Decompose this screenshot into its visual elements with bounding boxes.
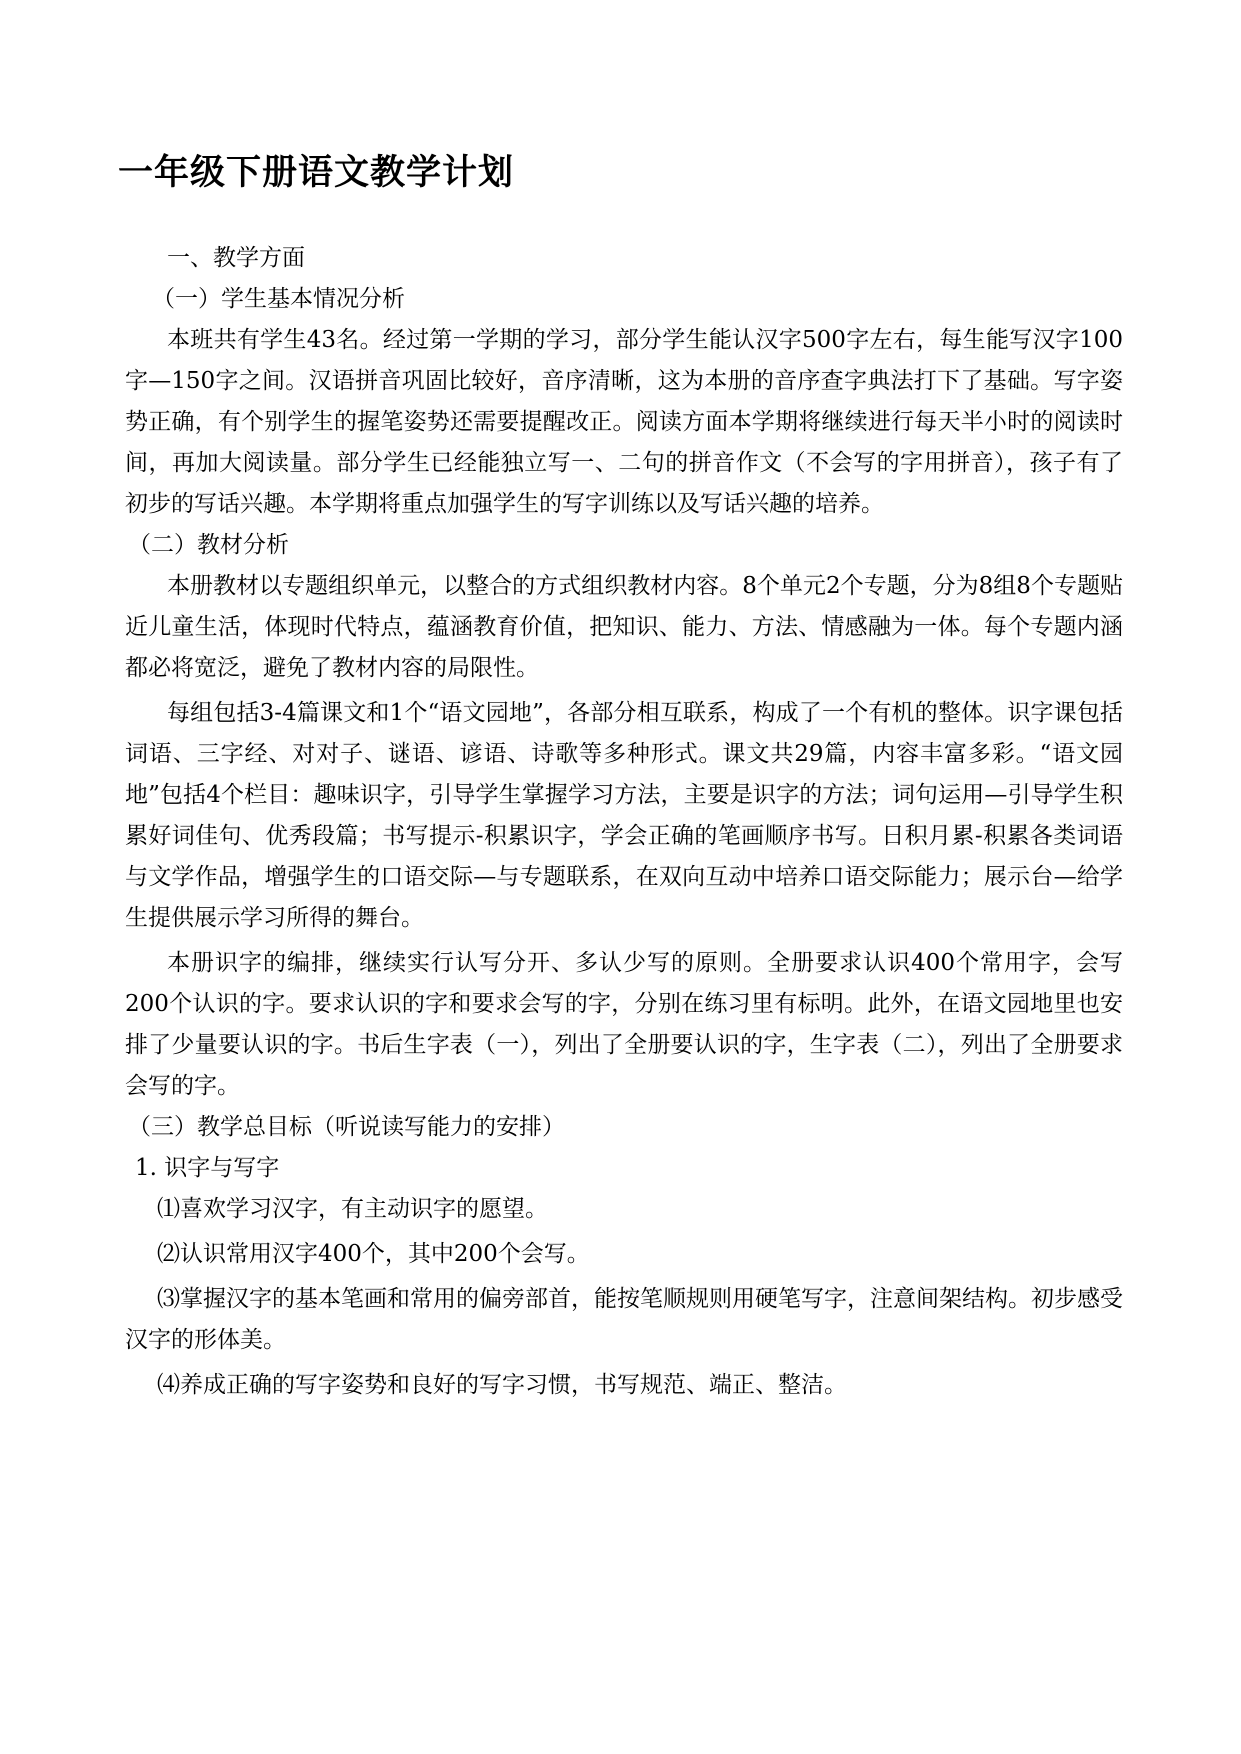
goal-item-4: ⑷养成正确的写字姿势和良好的写字习惯，书写规范、端正、整洁。	[157, 1372, 847, 1398]
document-title: 一年级下册语文教学计划	[118, 153, 515, 193]
subsection-heading-teaching-goals: （三）教学总目标（听说读写能力的安排）	[128, 1114, 565, 1140]
paragraph-textbook-components: 每组包括3-4篇课文和1个“语文园地”，各部分相互联系，构成了一个有机的整体。识字课包括词语、三字经、对对子、谜语、谚语、诗歌等多种形式。课文共29篇，内容丰富多彩。“语文园地”包括4个栏目：趣味识字，引导学生掌握学习方法，主要是识字的方法；词句运用—引导学生积累好词佳句、优秀段篇；书写提示-积累识字，学会正确的笔画顺序书写。日积月累-积累各类词语与文学作品，增强学生的口语交际—与专题联系，在双向互动中培养口语交际能力；展示台—给学生提供展示学习所得的舞台。	[125, 700, 1123, 931]
goal-item-1: ⑴喜欢学习汉字，有主动识字的愿望。	[157, 1196, 548, 1222]
paragraph-student-analysis: 本班共有学生43名。经过第一学期的学习，部分学生能认汉字500字左右，每生能写汉字100字—150字之间。汉语拼音巩固比较好，音序清晰，这为本册的音序查字典法打下了基础。写字姿势正确，有个别学生的握笔姿势还需要提醒改正。阅读方面本学期将继续进行每天半小时的阅读时间，再加大阅读量。部分学生已经能独立写一、二句的拼音作文（不会写的字用拼音），孩子有了初步的写话兴趣。本学期将重点加强学生的写字训练以及写话兴趣的培养。	[125, 327, 1123, 517]
subsection-heading-student-analysis: （一）学生基本情况分析	[152, 286, 405, 312]
subsection-heading-textbook-analysis: （二）教材分析	[128, 532, 289, 558]
paragraph-textbook-structure: 本册教材以专题组织单元，以整合的方式组织教材内容。8个单元2个专题，分为8组8个专题贴近儿童生活，体现时代特点，蕴涵教育价值，把知识、能力、方法、情感融为一体。每个专题内涵都必将宽泛，避免了教材内容的局限性。	[125, 573, 1123, 681]
goal-item-3: ⑶掌握汉字的基本笔画和常用的偏旁部首，能按笔顺规则用硬笔写字，注意间架结构。初步感受汉字的形体美。	[125, 1286, 1123, 1353]
paragraph-literacy-arrangement: 本册识字的编排，继续实行认写分开、多认少写的原则。全册要求认识400个常用字，会写200个认识的字。要求认识的字和要求会写的字，分别在练习里有标明。此外，在语文园地里也安排了少量要认识的字。书后生字表（一），列出了全册要认识的字，生字表（二），列出了全册要求会写的字。	[125, 950, 1123, 1099]
document-body	[125, 238, 1123, 1406]
goal-item-2: ⑵认识常用汉字400个，其中200个会写。	[157, 1241, 590, 1267]
section-heading-teaching: 一、教学方面	[167, 245, 305, 271]
goal-heading-literacy-writing: 1. 识字与写字	[135, 1155, 280, 1181]
